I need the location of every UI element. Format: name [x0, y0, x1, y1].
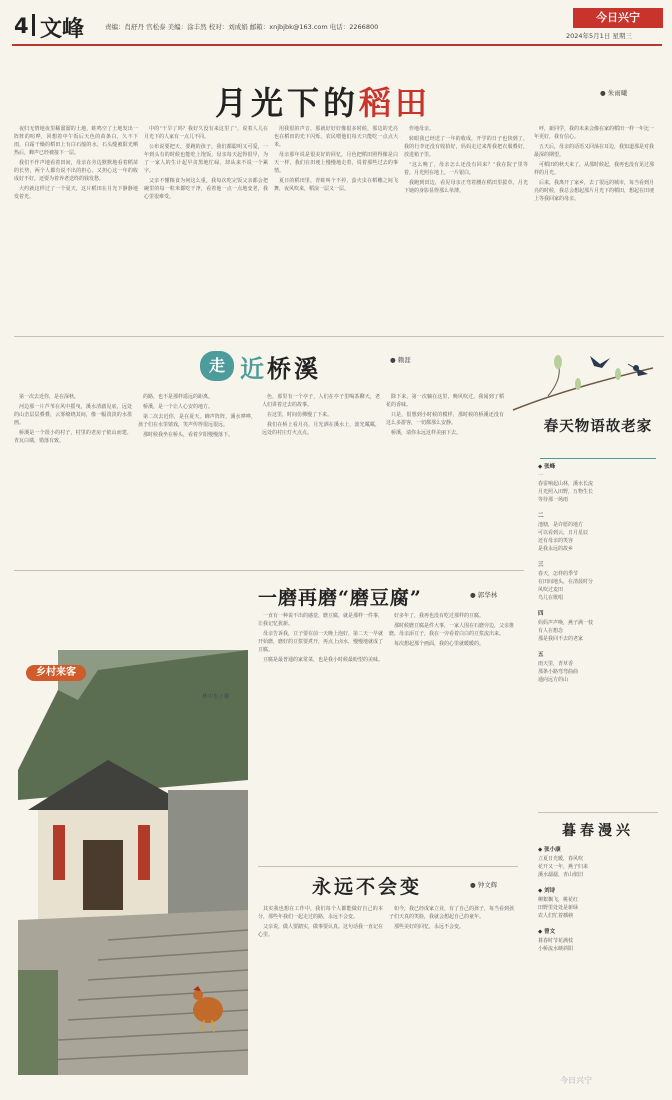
- issue-date: 2024年5月1日 星期三: [566, 32, 632, 40]
- paragraph: 后来，我离开了家乡，去了很远的城市，每当看到月亮的时候，我总会想起那片月光下的稻田，想起在田埂上等我回家的母亲。: [534, 180, 654, 202]
- paragraph: 豆腐是最普通的家常菜，也是我小时候最盼望的美味。: [263, 657, 383, 663]
- poem-line: 池塘，是许愿的地方: [538, 522, 584, 528]
- poem-line: 鸟儿在歌唱: [538, 595, 564, 601]
- article3-title: 一磨再磨“磨豆腐”: [258, 587, 422, 609]
- paragraph: 那时候我坐在桥头，看着夕阳慢慢落下。: [143, 432, 234, 438]
- header-rule: [12, 44, 662, 46]
- poem-heading: 五: [538, 652, 544, 658]
- poem-heading: ◆ 曾文: [538, 929, 556, 935]
- paragraph: 除下来，第一次躺在这里，晚风吹过，我闻到了稻花的香味。: [386, 394, 504, 408]
- paragraph: 桥溪，请你永远这样美丽下去。: [391, 430, 462, 436]
- paragraph: 我们在桥上看月亮，月光洒在溪水上，波光粼粼，远处的村庄灯火点点。: [262, 422, 380, 436]
- paragraph: 作地母亲。: [409, 126, 435, 132]
- poem-line: 通向远方的山: [538, 677, 569, 683]
- poem-line: 妈妈声声唤，燕子满一枝: [538, 620, 594, 626]
- paragraph: 转眼我已经送了一年的收成，开学的日子也快到了，我的行李还没有收拾好，妈妈走过来帮我把衣服叠好，放进箱子里。: [404, 136, 528, 158]
- poem-line: 柳絮飘飞，桃花红: [538, 897, 579, 903]
- paragraph: 色，那里有一个亭子，人们在亭子里喝茶聊天，老人们讲着过去的故事。: [262, 394, 380, 408]
- paragraph: 桥溪是一个很小的村子，村里的老房子依山而建，青瓦白墙，错落有致。: [14, 430, 132, 444]
- poem-line: 月光照入田野，万物生长: [538, 489, 594, 495]
- article2-author: ● 赖涯: [390, 356, 411, 364]
- poem-heading: ◆ 张小康: [538, 847, 561, 853]
- sidebar1-poems: [538, 462, 658, 767]
- poem-heading: ◆ 刘诗: [538, 888, 556, 894]
- poem-body: [538, 619, 658, 643]
- article4-column: [258, 905, 383, 1090]
- article2-column: [138, 393, 256, 563]
- paragraph: 第一次去近你，是在深秋。: [19, 394, 80, 400]
- poem-body: [538, 521, 658, 553]
- paragraph: 父亲说，做人要踏实，做事要认真。这句话我一直记在心里。: [258, 924, 383, 938]
- article2-column: [386, 393, 504, 563]
- section-divider: [258, 866, 518, 867]
- paragraph: 的路，也不是那样遥远的距离。: [143, 394, 214, 400]
- paragraph: 母亲那年说是很美好的回忆，月色把稻田照得像是白天一样，我们在田埂上慢慢地走着，说着那些过去的事情。: [274, 152, 398, 174]
- paragraph: 夜归无情地夜里稀溜溜的土地，蛙鸣空了土地发出一阵阵的喧哗，回想着中午饭后天色的苗条白，久不下雨，白霜干燥的稻田上有白石般的水，石头缝被阳光晒热后，蝉声已经被接下一层。: [14, 126, 138, 156]
- editor-credits: 责编：肖舒丹 官松泰 美编：涂丰然 校对：刘成娟 邮箱：xnjbjbk@163.com 电话：2266800: [105, 23, 379, 31]
- paragraph: 用我很的声音，那就好好好像很多时候，那边的光亮也在稻田的光下闪烁，农民喂他们每天只能吃一点点大米。: [274, 126, 398, 148]
- poem-body: [538, 855, 658, 879]
- paragraph: 那时候磨豆腐是件大事，一家人围在石磨旁边，父亲推磨，母亲添豆子，我在一旁看着白白的豆浆流出来。: [389, 623, 514, 637]
- poem-line: 春雷响起山林，溪水长流: [538, 481, 594, 487]
- article2-title-rest: 桥溪: [267, 354, 321, 383]
- paragraph: 父亲不懂粮食为何这么重，我每次吃完饭父亲都会把碗里的每一粒米都吃干净，看着他一点一点地变老，我心里很难受。: [144, 178, 268, 200]
- poem-line: 田野里处处是新绿: [538, 905, 579, 911]
- article1-author: ● 朱雨曦: [600, 89, 628, 97]
- poem-line: 风吹过麦田: [538, 587, 564, 593]
- watermark: 今日兴宁: [560, 1076, 592, 1085]
- section-divider: [14, 570, 524, 571]
- newspaper-logo: 今日兴宁: [573, 8, 663, 28]
- paragraph: 五天后，母亲的话语又回荡在耳边，我知道那是对我最深的期望。: [534, 144, 654, 158]
- poem-heading: ◆ 张峰: [538, 464, 556, 470]
- paragraph: 那些美好的回忆，永远不会变。: [394, 924, 465, 930]
- article2-title-highlight: 近: [240, 354, 267, 383]
- poem-line: 暮春时节花满枝: [538, 938, 574, 944]
- poem-line: 那条小路弯弯曲曲: [538, 669, 579, 675]
- paragraph: 呼，新同学，我的未来会像在家的稻田一样一年比一年更好，我有信心。: [534, 126, 654, 140]
- poem-line: 有人在想念: [538, 628, 564, 634]
- poem-line: 是我永远的故乡: [538, 546, 574, 552]
- paragraph: 桥溪，是一个让人心安的地方。: [143, 404, 214, 410]
- poem-body: [538, 896, 658, 920]
- page-header: [0, 0, 672, 46]
- section-name: 文峰: [40, 17, 85, 42]
- article2-title: [240, 349, 321, 384]
- paragraph: 大约就这样过了一个夏天，这片稻田在月光下静静地发着光。: [14, 186, 138, 200]
- poem-heading: 四: [538, 611, 544, 617]
- paragraph: 每次想起那个画面，我的心里就暖暖的。: [394, 641, 485, 647]
- sidebar1-title: 春天物语故老家: [543, 418, 653, 435]
- paragraph: 夏日的稻田里，青蛙叫个不停，萤火虫在稻穗之间飞舞，夜风吹来，稻浪一层又一层。: [274, 178, 398, 192]
- paragraph: 好多年了，我再也没有吃过那样的豆腐。: [394, 613, 485, 619]
- poem-line: 在田间地头，在清晨时分: [538, 579, 594, 585]
- poem-line: 农人们忙着插秧: [538, 913, 574, 919]
- section-divider: [538, 812, 658, 813]
- article2-column: [262, 393, 380, 563]
- article4-author: ● 钟文辉: [470, 881, 498, 889]
- article3-column: [389, 612, 514, 862]
- poem-line: 等待那一场雨: [538, 497, 569, 503]
- illustration-author: 林中东 / 摄: [202, 694, 230, 700]
- section-divider: [14, 336, 664, 337]
- sidebar2-title: 暮春漫兴: [562, 823, 634, 839]
- poem-line: 溪水潺潺，青山依旧: [538, 872, 584, 878]
- paragraph: 第二次去近你，是在夏天。蝉声阵阵，溪水哗哗，孩子们在水里嬉戏，笑声传得很远很远。: [138, 414, 256, 428]
- article3-author: ● 郭华林: [470, 591, 498, 599]
- poem-heading: 二: [538, 513, 544, 519]
- paragraph: 中的“干旱了吗？我好久没有来这里了”，说着人儿在月光下的人家有一点儿不同。: [144, 126, 268, 140]
- article2-tag: 走: [200, 351, 234, 381]
- illustration-caption: 乡村来客: [26, 665, 86, 681]
- paragraph: 一直有一种说不出的感觉，磨豆腐，就是那样一件事，让我记忆犹新。: [258, 613, 383, 627]
- poem-body: [538, 570, 658, 602]
- poem-body: [538, 472, 658, 504]
- poem-line: 小桥流水映斜阳: [538, 946, 574, 952]
- poem-line: 还有母亲的笑容: [538, 538, 574, 544]
- paragraph: 母亲告诉我，豆子要在前一天晚上泡好，第二天一早就开始磨，磨好的豆浆要煮开，再点上卤水，慢慢地就成了豆腐。: [258, 631, 383, 653]
- paragraph: “这么晚了，母亲怎么还没有回来？”我在院子里等着，月光照在地上，一片银白。: [404, 162, 528, 176]
- paragraph: 我们不作声地看着田间，母亲在旁边默默地看着稻苗的长势，两个人都有说不出的担心。又担心这一年的收成好不好，还要为着养老送终的钱发愁。: [14, 160, 138, 182]
- paragraph: 河边那一片芦苇在风中摇曳，溪水清澈见底，远处的山峦层层叠叠，云雾缭绕其间，像一幅淡淡的水墨画。: [14, 404, 132, 426]
- article1-column: [144, 125, 268, 330]
- poem-line: 那是我回不去的老家: [538, 636, 584, 642]
- article2-column: [14, 393, 132, 563]
- paragraph: 其实我也想在工作中，我们每个人都能做好自己的本分，那些年我们一起走过的路，永远不会变。: [258, 906, 383, 920]
- article4-column: [389, 905, 514, 1090]
- poem-line: 立夏日光暖，春风吹: [538, 856, 584, 862]
- paragraph: 我跑到田边，看见母亲正弯着腰在稻田里拔草，月光下她的身影显得那么单薄。: [404, 180, 528, 194]
- header-divider: [32, 14, 35, 36]
- poem-line: 一: [538, 473, 544, 479]
- poem-line: 花开又一年，燕子归来: [538, 864, 589, 870]
- article1-column: [274, 125, 398, 330]
- article1-title-highlight: 稻田: [359, 84, 432, 122]
- article1-column: [404, 125, 528, 330]
- page-number: 4: [14, 14, 29, 38]
- paragraph: 在这里，时间仿佛慢了下来。: [267, 412, 333, 418]
- article3-column: [258, 612, 383, 862]
- poem-line: 雨天里，青草香: [538, 661, 574, 667]
- sidebar2-poems: [538, 845, 658, 1090]
- poem-heading: 三: [538, 562, 544, 568]
- paragraph: 如今，我已经成家立业，有了自己的孩子，每当看到孩子们天真的笑脸，我就会想起自己的童年。: [389, 906, 514, 920]
- poem-body: [538, 937, 658, 953]
- poem-line: 春天，怎样的季节: [538, 571, 579, 577]
- poem-line: 可以看到云，日月星辰: [538, 530, 589, 536]
- article1-title-prefix: 月光下的: [215, 84, 360, 122]
- article1-title: [215, 78, 431, 124]
- article1-column: [534, 125, 654, 330]
- paragraph: 只是，很想到小时候的模样，那时候的桥溪还没有这么多游客，一切都那么安静。: [386, 412, 504, 426]
- paragraph: 可稻田的秋天来了，从那时候起，我再也没有见过那样的月光。: [534, 162, 654, 176]
- article1-column: [14, 125, 138, 330]
- bird-branch-illustration: [508, 348, 658, 418]
- poem-body: [538, 660, 658, 684]
- paragraph: 公布说要把天，要跑的孩子，我们都聪明又可爱，一年到头有的时候也能吃上饱饭，母亲每天起得很早，为了一家人的生计起早贪黑地忙碌，却从来不说一个累字。: [144, 144, 268, 174]
- sidebar1-rule: [540, 458, 656, 459]
- article4-title: 永远不会变: [312, 876, 423, 898]
